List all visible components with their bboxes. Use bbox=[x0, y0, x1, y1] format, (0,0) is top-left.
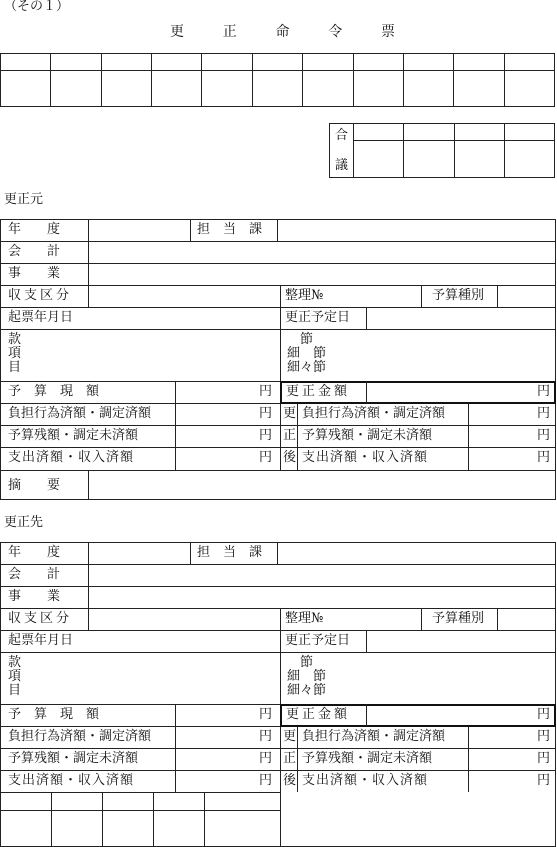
consultation-label-top: 合 bbox=[335, 128, 349, 143]
department-label: 担 当 課 bbox=[197, 222, 263, 237]
saisetsu-label: 細 節 bbox=[287, 346, 327, 361]
after-char: 更 bbox=[283, 406, 297, 421]
committed-amount-label: 負担行為済額・調定済額 bbox=[8, 406, 152, 421]
saisaisetsu-label: 細々節 bbox=[287, 683, 327, 698]
stamp-cell[interactable] bbox=[504, 71, 554, 107]
account-field[interactable] bbox=[89, 242, 554, 262]
expended-amount-label: 支出済額・収入済額 bbox=[8, 450, 135, 465]
section-title-destination: 更正先 bbox=[4, 515, 44, 530]
category-label: 収支区分 bbox=[8, 611, 73, 626]
draft-date-label: 起票年月日 bbox=[8, 310, 74, 325]
yen-unit: 円 bbox=[537, 384, 551, 399]
stamp-header-cell bbox=[101, 54, 151, 71]
stamp-header-cell bbox=[51, 54, 101, 71]
form-title bbox=[170, 25, 395, 39]
form-title-char: 令 bbox=[328, 24, 343, 40]
stamp-grid bbox=[0, 53, 555, 107]
correction-amount-label: 更正金額 bbox=[286, 384, 351, 399]
form-title-char: 更 bbox=[170, 24, 184, 40]
page-number: （その１） bbox=[4, 0, 70, 14]
category-label: 収支区分 bbox=[8, 288, 73, 303]
budget-type-label: 予算種別 bbox=[432, 611, 485, 626]
remaining-budget-after-label: 予算残額・調定未済額 bbox=[302, 428, 433, 443]
expended-amount-after-label: 支出済額・収入済額 bbox=[302, 773, 429, 788]
yen-unit: 円 bbox=[259, 729, 273, 744]
account-label: 会 計 bbox=[8, 567, 61, 582]
remaining-budget-label: 予算残額・調定未済額 bbox=[8, 751, 139, 766]
yen-unit: 円 bbox=[537, 450, 551, 465]
current-budget-label: 予 算 現 額 bbox=[8, 384, 100, 399]
stamp-cell[interactable] bbox=[101, 71, 151, 107]
department-field[interactable] bbox=[278, 543, 554, 563]
stamp-cell[interactable] bbox=[202, 71, 252, 107]
planned-date-label: 更正予定日 bbox=[285, 633, 351, 648]
account-label: 会 計 bbox=[8, 244, 61, 259]
yen-unit: 円 bbox=[537, 406, 551, 421]
stamp-header-cell bbox=[403, 54, 453, 71]
stamp-header-cell bbox=[152, 54, 202, 71]
project-field[interactable] bbox=[89, 264, 554, 284]
planned-date-label: 更正予定日 bbox=[285, 310, 351, 325]
summary-field[interactable] bbox=[89, 471, 554, 498]
remaining-budget-label: 予算残額・調定未済額 bbox=[8, 428, 139, 443]
account-field[interactable] bbox=[89, 565, 554, 585]
expended-amount-label: 支出済額・収入済額 bbox=[8, 773, 135, 788]
yen-unit: 円 bbox=[259, 450, 273, 465]
committed-amount-after-label: 負担行為済額・調定済額 bbox=[302, 406, 446, 421]
setsu-label: 節 bbox=[300, 655, 314, 670]
stamp-header-cell bbox=[353, 54, 403, 71]
stamp-cell[interactable] bbox=[403, 71, 453, 107]
summary-label: 摘 要 bbox=[8, 478, 61, 493]
after-char: 後 bbox=[283, 450, 297, 465]
yen-unit: 円 bbox=[259, 751, 273, 766]
committed-amount-label: 負担行為済額・調定済額 bbox=[8, 729, 152, 744]
stamp-cell[interactable] bbox=[1, 71, 51, 107]
stamp-cell[interactable] bbox=[152, 71, 202, 107]
stamp-cell[interactable] bbox=[454, 71, 504, 107]
kou-label: 項 bbox=[8, 346, 22, 361]
ref-no-label: 整理№ bbox=[285, 288, 324, 303]
consultation-box bbox=[329, 123, 555, 178]
saisetsu-label: 細 節 bbox=[287, 669, 327, 684]
form-title-char: 正 bbox=[222, 24, 237, 40]
project-field[interactable] bbox=[89, 587, 554, 607]
project-label: 事 業 bbox=[8, 589, 61, 604]
stamp-cell[interactable] bbox=[303, 71, 353, 107]
stamp-header-cell bbox=[252, 54, 302, 71]
draft-date-label: 起票年月日 bbox=[8, 633, 74, 648]
fiscal-year-label: 年 度 bbox=[8, 222, 61, 237]
department-field[interactable] bbox=[278, 220, 554, 240]
yen-unit: 円 bbox=[537, 428, 551, 443]
stamp-cell[interactable] bbox=[51, 71, 101, 107]
correction-amount-label: 更正金額 bbox=[286, 707, 351, 722]
stamp-cell[interactable] bbox=[252, 71, 302, 107]
yen-unit: 円 bbox=[259, 707, 273, 722]
yen-unit: 円 bbox=[259, 773, 273, 788]
stamp-cell[interactable] bbox=[353, 71, 403, 107]
stamp-header-cell bbox=[1, 54, 51, 71]
yen-unit: 円 bbox=[537, 707, 551, 722]
section-title-source: 更正元 bbox=[4, 192, 44, 207]
consultation-label-bottom: 議 bbox=[335, 158, 349, 173]
after-char: 正 bbox=[283, 751, 297, 766]
saisaisetsu-label: 細々節 bbox=[287, 360, 327, 375]
project-label: 事 業 bbox=[8, 266, 61, 281]
yen-unit: 円 bbox=[259, 384, 273, 399]
expended-amount-after-label: 支出済額・収入済額 bbox=[302, 450, 429, 465]
current-budget-label: 予 算 現 額 bbox=[8, 707, 100, 722]
yen-unit: 円 bbox=[537, 773, 551, 788]
stamp-header-cell bbox=[303, 54, 353, 71]
stamp-header-cell bbox=[454, 54, 504, 71]
after-char: 正 bbox=[283, 428, 297, 443]
moku-label: 目 bbox=[8, 360, 22, 375]
ref-no-label: 整理№ bbox=[285, 611, 324, 626]
moku-label: 目 bbox=[8, 683, 22, 698]
fiscal-year-label: 年 度 bbox=[8, 545, 61, 560]
fiscal-year-field[interactable] bbox=[89, 543, 189, 563]
department-label: 担 当 課 bbox=[197, 545, 263, 560]
form-title-char: 票 bbox=[381, 24, 395, 40]
kan-label: 款 bbox=[8, 655, 22, 670]
after-char: 更 bbox=[283, 729, 297, 744]
fiscal-year-field[interactable] bbox=[89, 220, 189, 240]
after-char: 後 bbox=[283, 773, 297, 788]
form-title-char: 命 bbox=[275, 24, 290, 40]
kan-label: 款 bbox=[8, 332, 22, 347]
yen-unit: 円 bbox=[537, 729, 551, 744]
stamp-header-cell bbox=[202, 54, 252, 71]
yen-unit: 円 bbox=[259, 406, 273, 421]
yen-unit: 円 bbox=[537, 751, 551, 766]
setsu-label: 節 bbox=[300, 332, 314, 347]
stamp-header-cell bbox=[504, 54, 554, 71]
kou-label: 項 bbox=[8, 669, 22, 684]
yen-unit: 円 bbox=[259, 428, 273, 443]
budget-type-label: 予算種別 bbox=[432, 288, 485, 303]
committed-amount-after-label: 負担行為済額・調定済額 bbox=[302, 729, 446, 744]
remaining-budget-after-label: 予算残額・調定未済額 bbox=[302, 751, 433, 766]
